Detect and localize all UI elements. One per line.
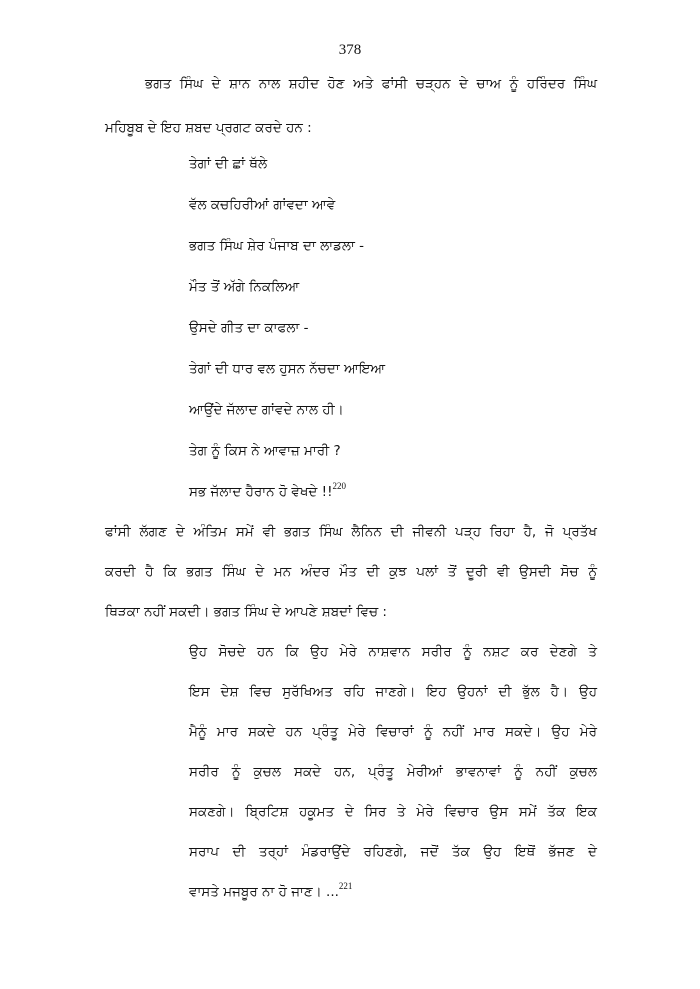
poem-line: ਤੇਗਾਂ ਦੀ ਛਾਂ ਥੱਲੇ — [189, 156, 268, 172]
poem-line: ਉਸਦੇ ਗੀਤ ਦਾ ਕਾਫਲਾ - — [189, 320, 309, 336]
quote-line: ਸਰੀਰ ਨੂੰ ਕੁਚਲ ਸਕਦੇ ਹਨ, ਪ੍ਰੰਤੂ ਮੇਰੀਆਂ ਭਾਵਨਾਵਾਂ ਨੂੰ ਨਹੀਂ ਕੁਚਲ — [189, 764, 597, 780]
paragraph-line: ਕਰਦੀ ਹੈ ਕਿ ਭਗਤ ਸਿੰਘ ਦੇ ਮਨ ਅੰਦਰ ਮੌਤ ਦੀ ਕੁਝ ਪਲਾਂ ਤੋਂ ਦੂਰੀ ਵੀ ਉਸਦੀ ਸੋਚ ਨੂੰ — [105, 564, 597, 580]
quote-line: ਸਰਾਪ ਦੀ ਤਰ੍ਹਾਂ ਮੰਡਰਾਉਂਦੇ ਰਹਿਣਗੇ, ਜਦੋਂ ਤੱਕ ਉਹ ਇਥੋਂ ਭੱਜਣ ਦੇ — [189, 844, 597, 860]
quote-line: ਉਹ ਸੋਚਦੇ ਹਨ ਕਿ ਉਹ ਮੇਰੇ ਨਾਸ਼ਵਾਨ ਸਰੀਰ ਨੂੰ ਨਸ਼ਟ ਕਰ ਦੇਣਗੇ ਤੇ — [189, 644, 597, 660]
paragraph-line: ਫਾਂਸੀ ਲੱਗਣ ਦੇ ਅੰਤਿਮ ਸਮੇਂ ਵੀ ਭਗਤ ਸਿੰਘ ਲੈਨਿਨ ਦੀ ਜੀਵਨੀ ਪੜ੍ਹ ਰਿਹਾ ਹੈ, ਜੋ ਪ੍ਰਤੱਖ — [105, 524, 597, 540]
poem-line: ਆਉਂਦੇ ਜੱਲਾਦ ਗਾਂਵਦੇ ਨਾਲ ਹੀ। — [189, 402, 344, 418]
quote-line: ਮੈਨੂੰ ਮਾਰ ਸਕਦੇ ਹਨ ਪ੍ਰੰਤੂ ਮੇਰੇ ਵਿਚਾਰਾਂ ਨੂੰ ਨਹੀਂ ਮਾਰ ਸਕਦੇ। ਉਹ ਮੇਰੇ — [189, 724, 597, 740]
footnote-ref-220: 220 — [332, 481, 346, 491]
poem-line: ਭਗਤ ਸਿੰਘ ਸ਼ੇਰ ਪੰਜਾਬ ਦਾ ਲਾਡਲਾ - — [189, 238, 365, 254]
quote-line-last — [189, 883, 352, 901]
footnote-ref-221: 221 — [338, 881, 353, 891]
poem-line: ਤੇਗਾਂ ਦੀ ਧਾਰ ਵਲ ਹੁਸਨ ਨੱਚਦਾ ਆਇਆ — [189, 361, 386, 377]
intro-line-2: ਮਹਿਬੂਬ ਦੇ ਇਹ ਸ਼ਬਦ ਪ੍ਰਗਟ ਕਰਦੇ ਹਨ : — [105, 120, 312, 136]
poem-line-last — [189, 483, 346, 501]
quote-line-text: ਵਾਸਤੇ ਮਜਬੂਰ ਨਾ ਹੋ ਜਾਣ। ... — [189, 884, 339, 900]
intro-line-1: ਭਗਤ ਸਿੰਘ ਦੇ ਸ਼ਾਨ ਨਾਲ ਸ਼ਹੀਦ ਹੋਣ ਅਤੇ ਫਾਂਸੀ ਚੜ੍ਹਨ ਦੇ ਚਾਅ ਨੂੰ ਹਰਿੰਦਰ ਸਿੰਘ — [145, 76, 597, 92]
page-number: 378 — [338, 42, 362, 58]
poem-line: ਵੱਲ ਕਚਹਿਰੀਆਂ ਗਾਂਵਦਾ ਆਵੇ — [189, 197, 336, 213]
quote-line: ਇਸ ਦੇਸ਼ ਵਿਚ ਸੁਰੱਖਿਅਤ ਰਹਿ ਜਾਣਗੇ। ਇਹ ਉਹਨਾਂ ਦੀ ਭੁੱਲ ਹੈ। ਉਹ — [189, 684, 597, 700]
paragraph-line: ਥਿੜਕਾ ਨਹੀਂ ਸਕਦੀ। ਭਗਤ ਸਿੰਘ ਦੇ ਆਪਣੇ ਸ਼ਬਦਾਂ ਵਿਚ : — [105, 604, 387, 620]
poem-line: ਤੇਗ ਨੂੰ ਕਿਸ ਨੇ ਆਵਾਜ਼ ਮਾਰੀ ? — [189, 443, 341, 459]
poem-line-text: ਸਭ ਜੱਲਾਦ ਹੈਰਾਨ ਹੋ ਵੇਖਦੇ !! — [189, 484, 333, 500]
poem-line: ਮੌਤ ਤੋਂ ਅੱਗੇ ਨਿਕਲਿਆ — [189, 279, 300, 295]
quote-line: ਸਕਣਗੇ। ਬ੍ਰਿਟਿਸ਼ ਹਕੂਮਤ ਦੇ ਸਿਰ ਤੇ ਮੇਰੇ ਵਿਚਾਰ ਉਸ ਸਮੇਂ ਤੱਕ ਇਕ — [189, 804, 597, 820]
